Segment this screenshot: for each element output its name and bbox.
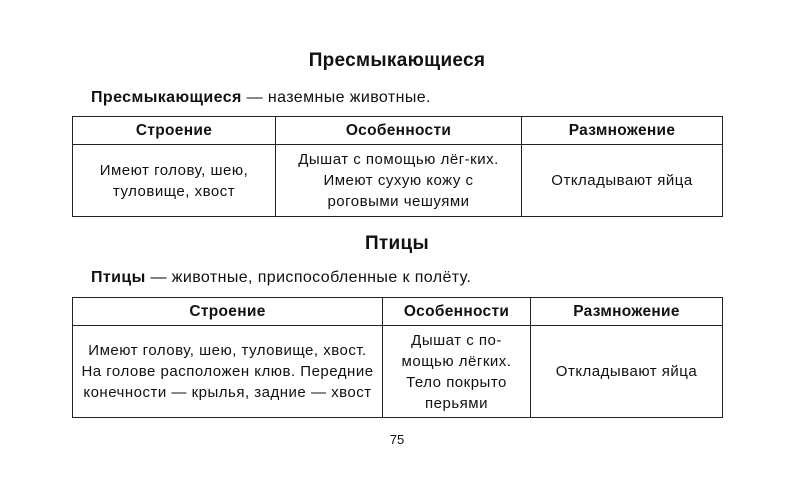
table-row xyxy=(73,326,723,418)
definition-birds xyxy=(91,269,471,287)
column-header-features: Особенности xyxy=(383,298,531,326)
cell-features: Дышат с помощью лёг-ких. Имеют сухую кожу с роговыми чешуями xyxy=(276,145,522,217)
cell-features: Дышат с по-мощью лёгких. Тело покрыто перьями xyxy=(383,326,531,418)
birds-table xyxy=(72,297,723,418)
cell-reproduction: Откладывают яйца xyxy=(522,145,723,217)
page-number: 75 xyxy=(389,432,405,447)
definition-term: Пресмыкающиеся xyxy=(91,89,242,106)
definition-text: — наземные животные. xyxy=(241,89,431,106)
section-title-birds: Птицы xyxy=(364,233,430,254)
definition-reptiles xyxy=(91,89,431,107)
reptiles-table xyxy=(72,116,723,217)
cell-reproduction: Откладывают яйца xyxy=(531,326,723,418)
column-header-structure: Строение xyxy=(73,298,383,326)
column-header-reproduction: Размножение xyxy=(522,117,723,145)
definition-text: — животные, приспособленные к полёту. xyxy=(145,269,472,286)
column-header-features: Особенности xyxy=(276,117,522,145)
definition-term: Птицы xyxy=(91,269,146,286)
column-header-reproduction: Размножение xyxy=(531,298,723,326)
cell-structure: Имеют голову, шею, туловище, хвост xyxy=(73,145,276,217)
table-header-row xyxy=(73,298,723,326)
column-header-structure: Строение xyxy=(73,117,276,145)
table-header-row xyxy=(73,117,723,145)
section-title-reptiles: Пресмыкающиеся xyxy=(308,50,486,71)
table-row xyxy=(73,145,723,217)
cell-structure: Имеют голову, шею, туловище, хвост. На голове расположен клюв. Передние конечности — крылья, задние — хвост xyxy=(73,326,383,418)
